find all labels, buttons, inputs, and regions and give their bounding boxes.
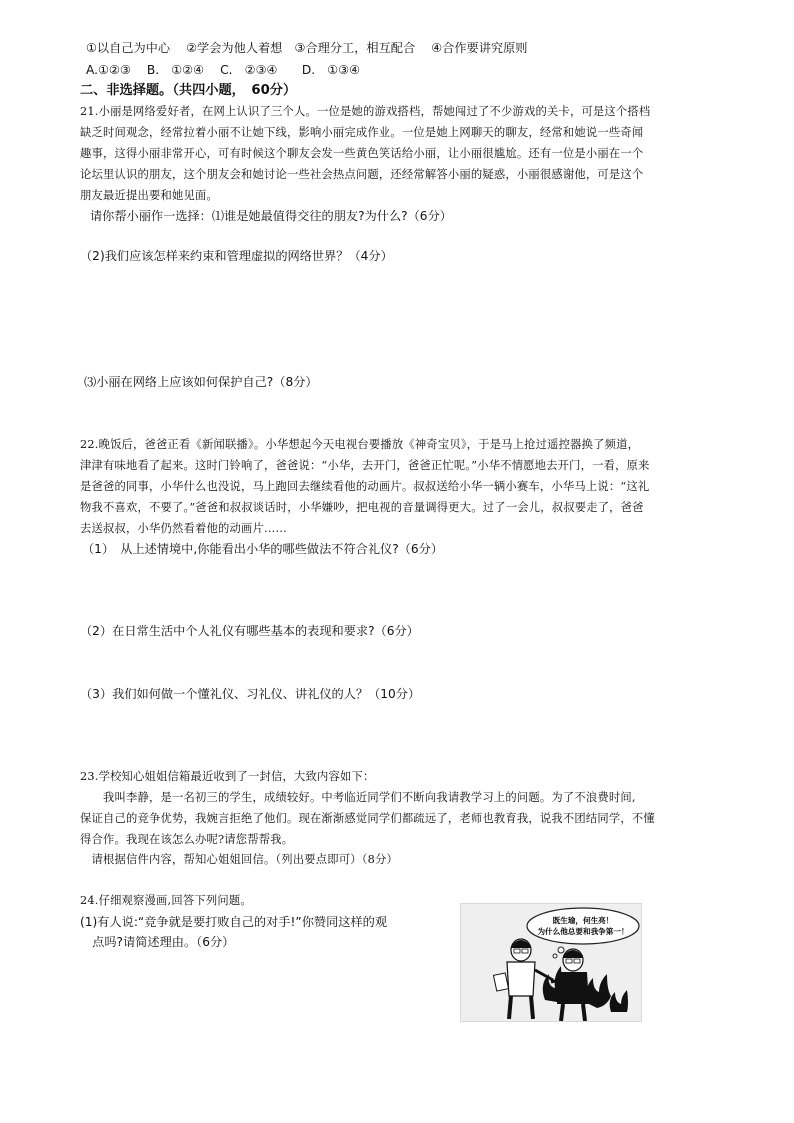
q23-letter-line-3: 得合作。我现在该怎么办呢?请您帮帮我。 [80,833,294,846]
q22-sub-question-3: （3）我们如何做一个懂礼仪、习礼仪、讲礼仪的人？（10分） [80,687,421,701]
q21-line-3: 趣事，这得小丽非常开心，可有时候这个聊友会发一些黄色笑话给小丽，让小丽很尴尬。还有一位是小丽在一个 [80,147,644,160]
q23-letter-line-2: 保证自己的竞争优势，我婉言拒绝了他们。现在渐渐感觉同学们都疏远了，老师也教育我，说我不团结同学，不懂 [80,812,655,825]
q24-intro: 24.仔细观察漫画,回答下列问题。 [80,894,252,907]
q21-line-2: 缺乏时间观念，经常拉着小丽不让她下线，影响小丽完成作业。一位是她上网聊天的聊友，经常和她说一些奇闻 [80,126,644,139]
cartoon-image [460,903,642,1022]
choices-line: A.①②③ B. ①②④ C. ②③④ D. ①③④ [86,63,361,77]
q21-line-1: 21.小丽是网络爱好者，在网上认识了三个人。一位是她的游戏搭档，帮她闯过了不少游戏的关卡，可是这个搭档 [80,105,651,118]
q22-line-2: 津津有味地看了起来。这时门铃响了，爸爸说：“小华，去开门，爸爸正忙呢。”小华不情愿地去开门，一看，原来 [80,459,650,472]
q21-sub-question-2: （2)我们应该怎样来约束和管理虚拟的网络世界？（4分） [80,249,393,263]
q23-intro: 23.学校知心姐姐信箱最近收到了一封信，大致内容如下： [80,770,375,783]
section-title: 二、非选择题。（共四小题， 60分） [80,83,297,98]
q22-sub-question-2: （2）在日常生活中个人礼仪有哪些基本的表现和要求?（6分） [80,624,419,638]
q23-letter-line-1: 我叫李静，是一名初三的学生，成绩较好。中考临近同学们不断向我请教学习上的问题。为了不浪费时间, [80,791,636,804]
bubble-line-1: 既生瑜，何生亮！ [552,916,614,925]
bubble-line-2: 为什么他总要和我争第一！ [537,927,629,936]
q24-sub-question-1-line-2: 点吗?请简述理由。（6分） [80,935,235,949]
cartoon-drawing [461,904,641,1021]
q24-sub-question-1-line-1: (1)有人说:“竞争就是要打败自己的对手!”你赞同这样的观 [80,915,388,929]
q22-line-3: 是爸爸的同事，小华什么也没说，马上跑回去继续看他的动画片。叔叔送给小华一辆小赛车，小华马上说：“这礼 [80,480,650,493]
q22-line-5: 去送叔叔，小华仍然看着他的动画片…… [80,522,287,535]
q23-task: 请根据信件内容，帮知心姐姐回信。（列出要点即可）（8分） [80,853,399,866]
q21-line-5: 朋友最近提出要和她见面。 [80,189,218,202]
q22-sub-question-1: （1） 从上述情境中,你能看出小华的哪些做法不符合礼仪?（6分） [82,542,444,556]
q21-sub-question-1: 请你帮小丽作一选择：⑴谁是她最值得交往的朋友?为什么?（6分） [90,209,452,223]
q21-line-4: 论坛里认识的朋友，这个朋友会和她讨论一些社会热点问题，还经常解答小丽的疑惑，小丽很感谢他，可是这个 [80,168,644,181]
q21-sub-question-3: ⑶小丽在网络上应该如何保护自己?（8分） [84,375,318,389]
options-line: ①以自己为中心 ②学会为他人着想 ③合理分工，相互配合 ④合作要讲究原则 [86,41,528,55]
speech-bubble [527,908,639,944]
q22-line-1: 22.晚饭后，爸爸正看《新闻联播》。小华想起今天电视台要播放《神奇宝贝》，于是马上抢过遥控器换了频道， [80,438,640,451]
q22-line-4: 物我不喜欢，不要了。”爸爸和叔叔谈话时，小华嫌吵，把电视的音量调得更大。过了一会儿，叔叔要走了，爸爸 [80,501,644,514]
